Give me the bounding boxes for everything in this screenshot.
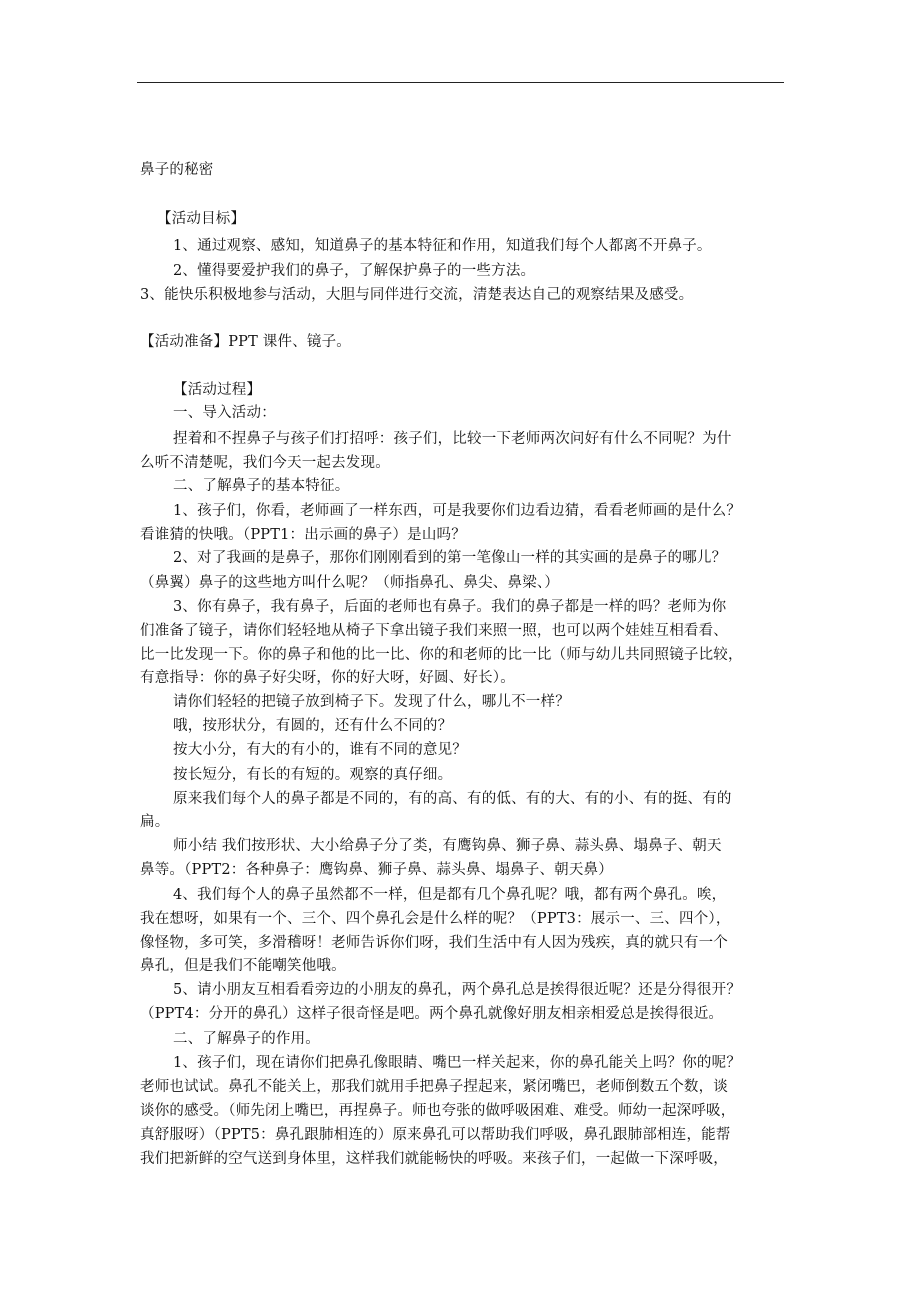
paragraph-line: 师小结 我们按形状、大小给鼻子分了类，有鹰钩鼻、狮子鼻、蒜头鼻、塌鼻子、朝天 — [173, 838, 722, 854]
objectives-heading: 【活动目标】 — [157, 211, 246, 227]
paragraph-line: 比一比发现一下。你的鼻子和他的比一比、你的和老师的比一比（师与幼儿共同照镜子比较， — [140, 647, 743, 663]
paragraph-line: 有意指导：你的鼻子好尖呀，你的好大呀，好圆、好长）。 — [140, 670, 515, 686]
paragraph-line: 我们把新鲜的空气送到身体里，这样我们就能畅快的呼吸。来孩子们，一起做一下深呼吸， — [140, 1151, 728, 1167]
paragraph-line: 2、对了我画的是鼻子，那你们刚刚看到的第一笔像山一样的其实画的是鼻子的哪儿？ — [173, 550, 727, 566]
paragraph-line: 1、孩子们，现在请你们把鼻孔像眼睛、嘴巴一样关起来，你的鼻孔能关上吗？你的呢？ — [173, 1055, 742, 1071]
paragraph-line: 哦，按形状分，有圆的，还有什么不同的？ — [173, 718, 453, 734]
objective-item: 2、懂得要爱护我们的鼻子，了解保护鼻子的一些方法。 — [173, 263, 536, 279]
paragraph-line: 一、导入活动： — [173, 405, 276, 421]
paragraph-line: 请你们轻轻的把镜子放到椅子下。发现了什么，哪儿不一样？ — [173, 694, 570, 710]
paragraph-line: 原来我们每个人的鼻子都是不同的，有的高、有的低、有的大、有的小、有的挺、有的 — [173, 791, 732, 807]
objective-item: 1、通过观察、感知，知道鼻子的基本特征和作用，知道我们每个人都离不开鼻子。 — [173, 238, 712, 254]
paragraph-line: 二、了解鼻子的基本特征。 — [173, 478, 350, 494]
paragraph-line: 么听不清楚呢，我们今天一起去发现。 — [140, 455, 390, 471]
paragraph-line: 谈你的感受。（师先闭上嘴巴，再捏鼻子。师也夸张的做呼吸困难、难受。师幼一起深呼吸， — [140, 1103, 736, 1119]
paragraph-line: 按长短分，有长的有短的。观察的真仔细。 — [173, 767, 453, 783]
paragraph-line: 二、了解鼻子的作用。 — [173, 1031, 320, 1047]
header-rule — [137, 82, 784, 83]
paragraph-line: 鼻孔，但是我们不能嘲笑他哦。 — [140, 958, 346, 974]
paragraph-line: 我在想呀，如果有一个、三个、四个鼻孔会是什么样的呢？（PPT3：展示一、三、四个）， — [140, 911, 731, 927]
process-heading: 【活动过程】 — [173, 382, 262, 398]
paragraph-line: （PPT4：分开的鼻孔）这样子很奇怪是吧。两个鼻孔就像好朋友相亲相爱总是挨得很近。 — [140, 1006, 724, 1022]
paragraph-line: 3、你有鼻子，我有鼻子，后面的老师也有鼻子。我们的鼻子都是一样的吗？老师为你 — [173, 599, 727, 615]
paragraph-line: 1、孩子们，你看，老师画了一样东西，可是我要你们边看边猜，看看老师画的是什么？ — [173, 503, 742, 519]
objective-item: 3、能快乐积极地参与活动，大胆与同伴进行交流，清楚表达自己的观察结果及感受。 — [140, 287, 694, 303]
paragraph-line: 看谁猜的快哦。（PPT1：出示画的鼻子）是山吗？ — [140, 527, 466, 543]
paragraph-line: 鼻等。（PPT2：各种鼻子：鹰钩鼻、狮子鼻、蒜头鼻、塌鼻子、朝天鼻） — [140, 862, 613, 878]
paragraph-line: 真舒服呀）（PPT5：鼻孔跟肺相连的）原来鼻孔可以帮助我们呼吸，鼻孔跟肺部相连，能帮 — [140, 1127, 731, 1143]
paragraph-line: 5、请小朋友互相看看旁边的小朋友的鼻孔，两个鼻孔总是挨得很近呢？还是分得很开？ — [173, 982, 742, 998]
paragraph-line: 4、我们每个人的鼻子虽然都不一样，但是都有几个鼻孔呢？哦，都有两个鼻孔。唉， — [173, 887, 727, 903]
paragraph-line: 们准备了镜子，请你们轻轻地从椅子下拿出镜子我们来照一照，也可以两个娃娃互相看看、 — [140, 623, 728, 639]
paragraph-line: 扁。 — [140, 814, 170, 830]
paragraph-line: 按大小分，有大的有小的，谁有不同的意见？ — [173, 742, 467, 758]
paragraph-line: 捏着和不捏鼻子与孩子们打招呼：孩子们，比较一下老师两次问好有什么不同呢？为什 — [173, 431, 732, 447]
paragraph-line: 老师也试试。鼻孔不能关上，那我们就用手把鼻子捏起来，紧闭嘴巴，老师倒数五个数，谈 — [140, 1079, 728, 1095]
preparation-text: 【活动准备】PPT 课件、镜子。 — [140, 334, 351, 350]
document-title: 鼻子的秘密 — [140, 162, 214, 178]
paragraph-line: （鼻翼）鼻子的这些地方叫什么呢？（师指鼻孔、鼻尖、鼻梁、） — [140, 575, 560, 591]
paragraph-line: 像怪物，多可笑，多滑稽呀！老师告诉你们呀，我们生活中有人因为残疾，真的就只有一个 — [140, 935, 728, 951]
